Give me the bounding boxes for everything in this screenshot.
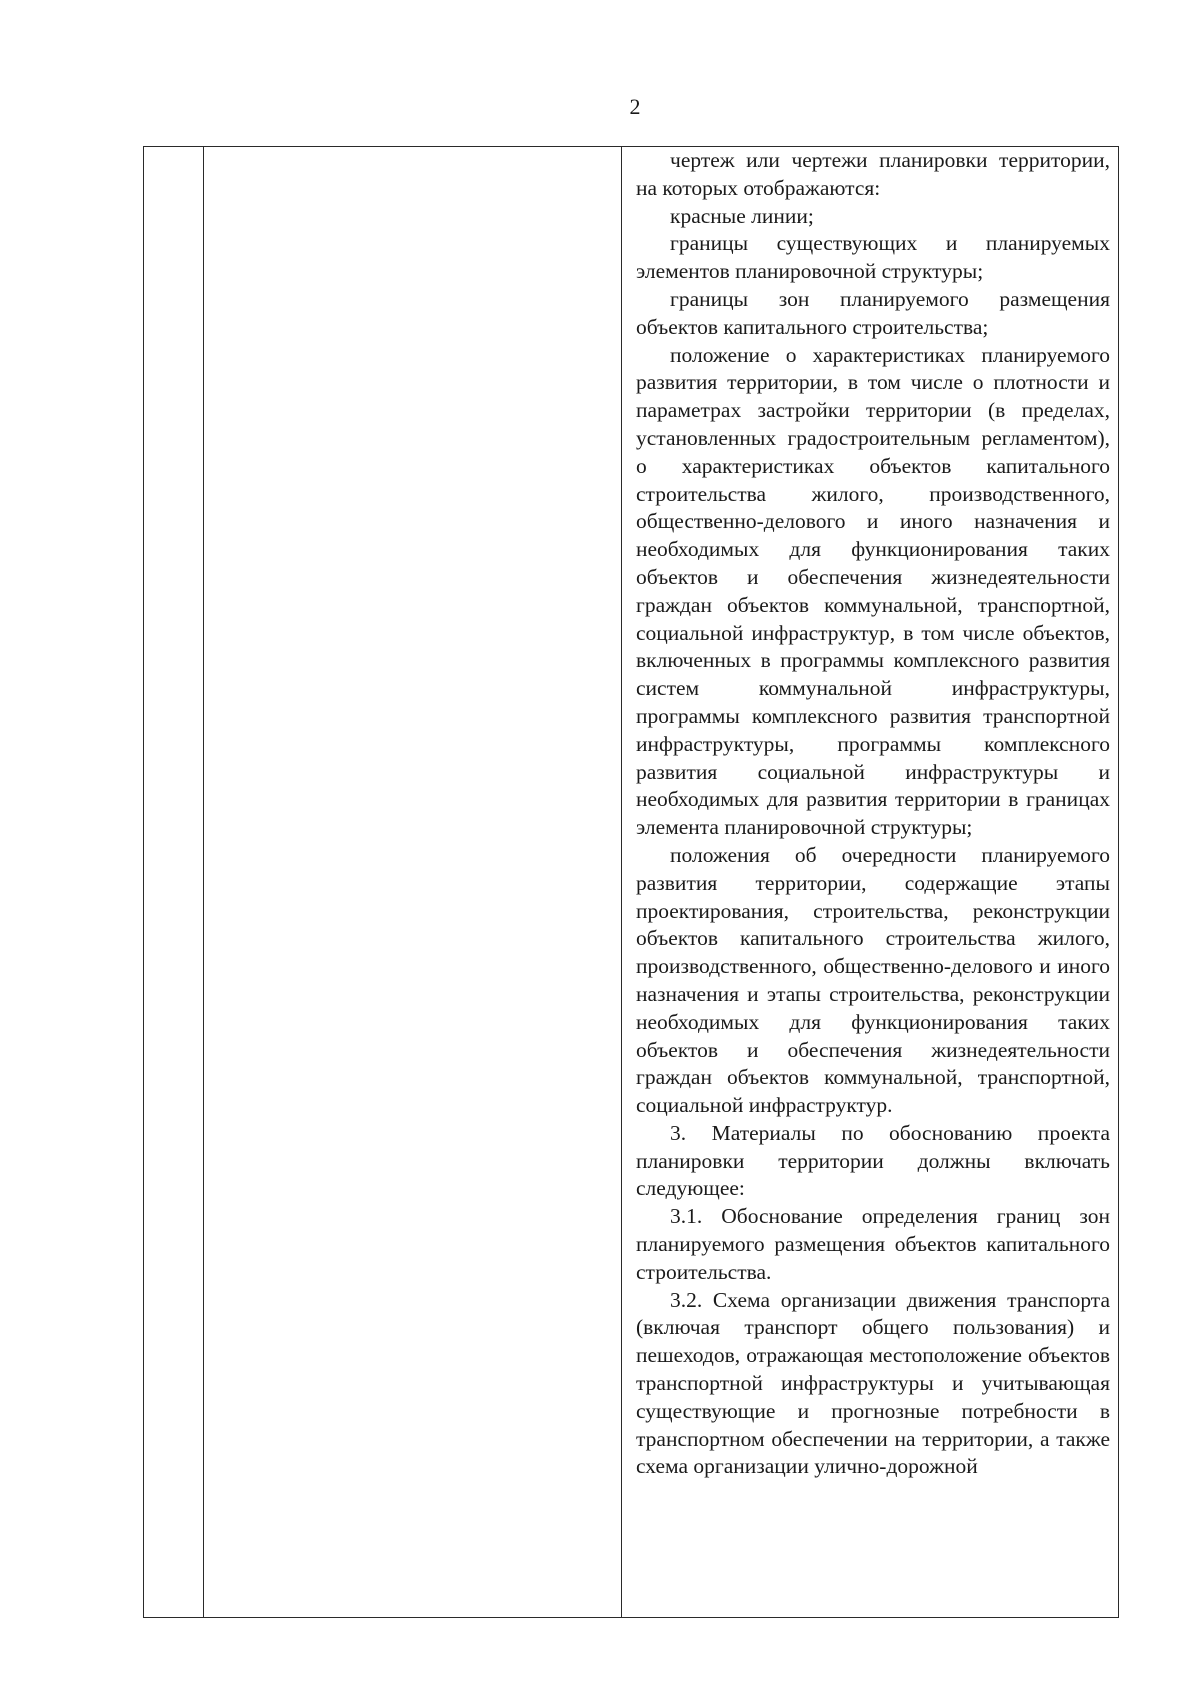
paragraph-section-3: 3. Материалы по обоснованию проекта планировки территории должны включать следующее:: [636, 1120, 1110, 1201]
table-column-content: [622, 147, 1118, 1617]
paragraph-drawing: чертеж или чертежи планировки территории, на которых отображаются:: [636, 148, 1110, 200]
paragraph-zone-boundaries: границы зон планируемого размещения объектов капитального строительства;: [636, 286, 1110, 339]
table-column-name: [204, 147, 622, 1617]
paragraph-development-characteristics: положение о характеристиках планируемого развития территории, в том числе о плотности и параметрах застройки территории (в пределах, установленных градостроительным регламентом), о характеристиках объектов капитального строительства жилого, производственного, общественно-делового и иного назначения и необходимых для функционирования таких объектов и обеспечения жизнедеятельности граждан объектов коммунальной, транспортной, социальной инфраструктур, в том числе объектов, включенных в программы комплексного развития систем коммунальной инфраструктуры, программы комплексного развития транспортной инфраструктуры, программы комплексного развития социальной инфраструктуры и необходимых для развития территории в границах элемента планировочной структуры;: [636, 342, 1110, 840]
paragraph-section-3-2: 3.2. Схема организации движения транспорта (включая транспорт общего пользования) и пешеходов, отражающая местоположение объектов транспортной инфраструктуры и учитывающая существующие и прогнозные потребности в транспортном обеспечении на территории, а также схема организации улично-дорожной: [636, 1287, 1110, 1479]
paragraph-development-stages: положения об очередности планируемого развития территории, содержащие этапы проектирования, строительства, реконструкции объектов капитального строительства жилого, производственного, общественно-делового и иного назначения и этапы строительства, реконструкции необходимых для функционирования таких объектов и обеспечения жизнедеятельности граждан объектов коммунальной, транспортной, социальной инфраструктур.: [636, 842, 1110, 1118]
paragraph-red-lines: красные линии;: [670, 203, 814, 228]
page-number: 2: [629, 94, 641, 119]
paragraph-structure-boundaries: границы существующих и планируемых элементов планировочной структуры;: [636, 231, 1110, 284]
paragraph-section-3-1: 3.1. Обоснование определения границ зон планируемого размещения объектов капитального строительства.: [636, 1204, 1110, 1284]
table-column-number: [144, 147, 204, 1617]
document-table: [143, 146, 1119, 1618]
